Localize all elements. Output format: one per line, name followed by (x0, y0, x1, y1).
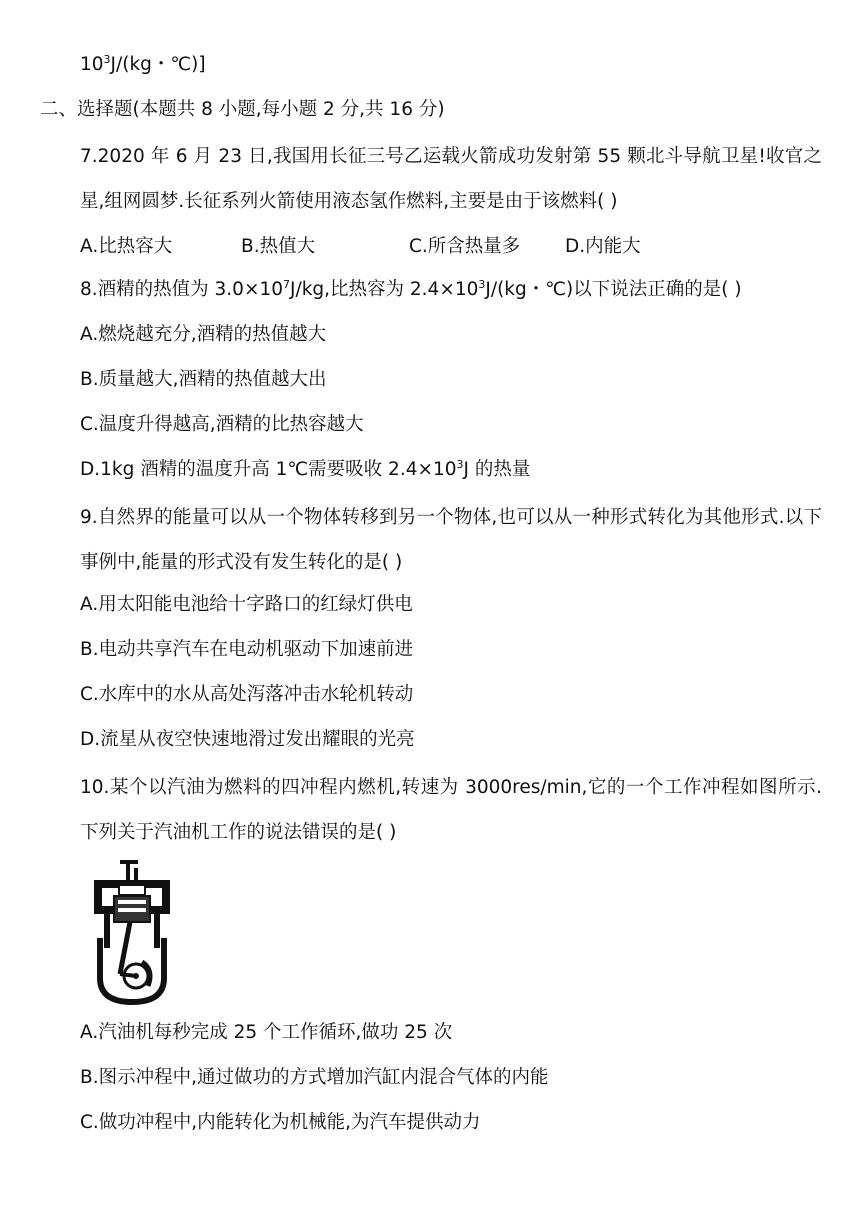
question-9-stem: 9.自然界的能量可以从一个物体转移到另一个物体,也可以从一种形式转化为其他形式.以下事例中,能量的形式没有发生转化的是( ) (80, 507, 822, 573)
section-header: 二、选择题(本题共 8 小题,每小题 2 分,共 16 分) (40, 99, 445, 120)
q7-option-b: B.热值大 (241, 236, 316, 257)
q10-option-c: C.做功冲程中,内能转化为机械能,为汽车提供动力 (80, 1112, 481, 1133)
question-8-stem: 8.酒精的热值为 $3.0\times 10^7J/kg$,比热容为 $2.4\times 10^3J/(kg$・℃)以下说法正确的是( ) (80, 278, 742, 300)
question-7-stem: 7.2020 年 6 月 23 日,我国用长征三号乙运载火箭成功发射第 55 颗北斗导航卫星!收官之星,组网圆梦.长征系列火箭使用液态氢作燃料,主要是由于该燃料( ) (80, 146, 822, 212)
unit-line: $10^3J/(kg$・℃)] (80, 53, 206, 75)
q10-option-b: B.图示冲程中,通过做功的方式增加汽缸内混合气体的内能 (80, 1067, 549, 1088)
q9-option-a: A.用太阳能电池给十字路口的红绿灯供电 (80, 594, 413, 615)
q9-option-c: C.水库中的水从高处泻落冲击水轮机转动 (80, 684, 414, 705)
q7-option-c: C.所含热量多 (409, 236, 521, 257)
q7-option-a: A.比热容大 (80, 236, 173, 257)
q8-option-a: A.燃烧越充分,酒精的热值越大 (80, 324, 327, 345)
q7-option-d: D.内能大 (565, 236, 641, 257)
q8-option-d: D.1kg 酒精的温度升高 1℃需要吸收 $2.4\times 10^3J$ 的热量 (80, 458, 531, 480)
engine-cylinder-figure (90, 858, 175, 1006)
q9-option-d: D.流星从夜空快速地滑过发出耀眼的光亮 (80, 729, 415, 750)
q8-option-b: B.质量越大,酒精的热值越大出 (80, 369, 327, 390)
q9-option-b: B.电动共享汽车在电动机驱动下加速前进 (80, 639, 414, 660)
q8-option-c: C.温度升得越高,酒精的比热容越大 (80, 414, 364, 435)
q10-option-a: A.汽油机每秒完成 25 个工作循环,做功 25 次 (80, 1022, 453, 1043)
question-10-stem: 10.某个以汽油为燃料的四冲程内燃机,转速为 3000res/min,它的一个工作冲程如图所示.下列关于汽油机工作的说法错误的是( ) (80, 777, 822, 843)
